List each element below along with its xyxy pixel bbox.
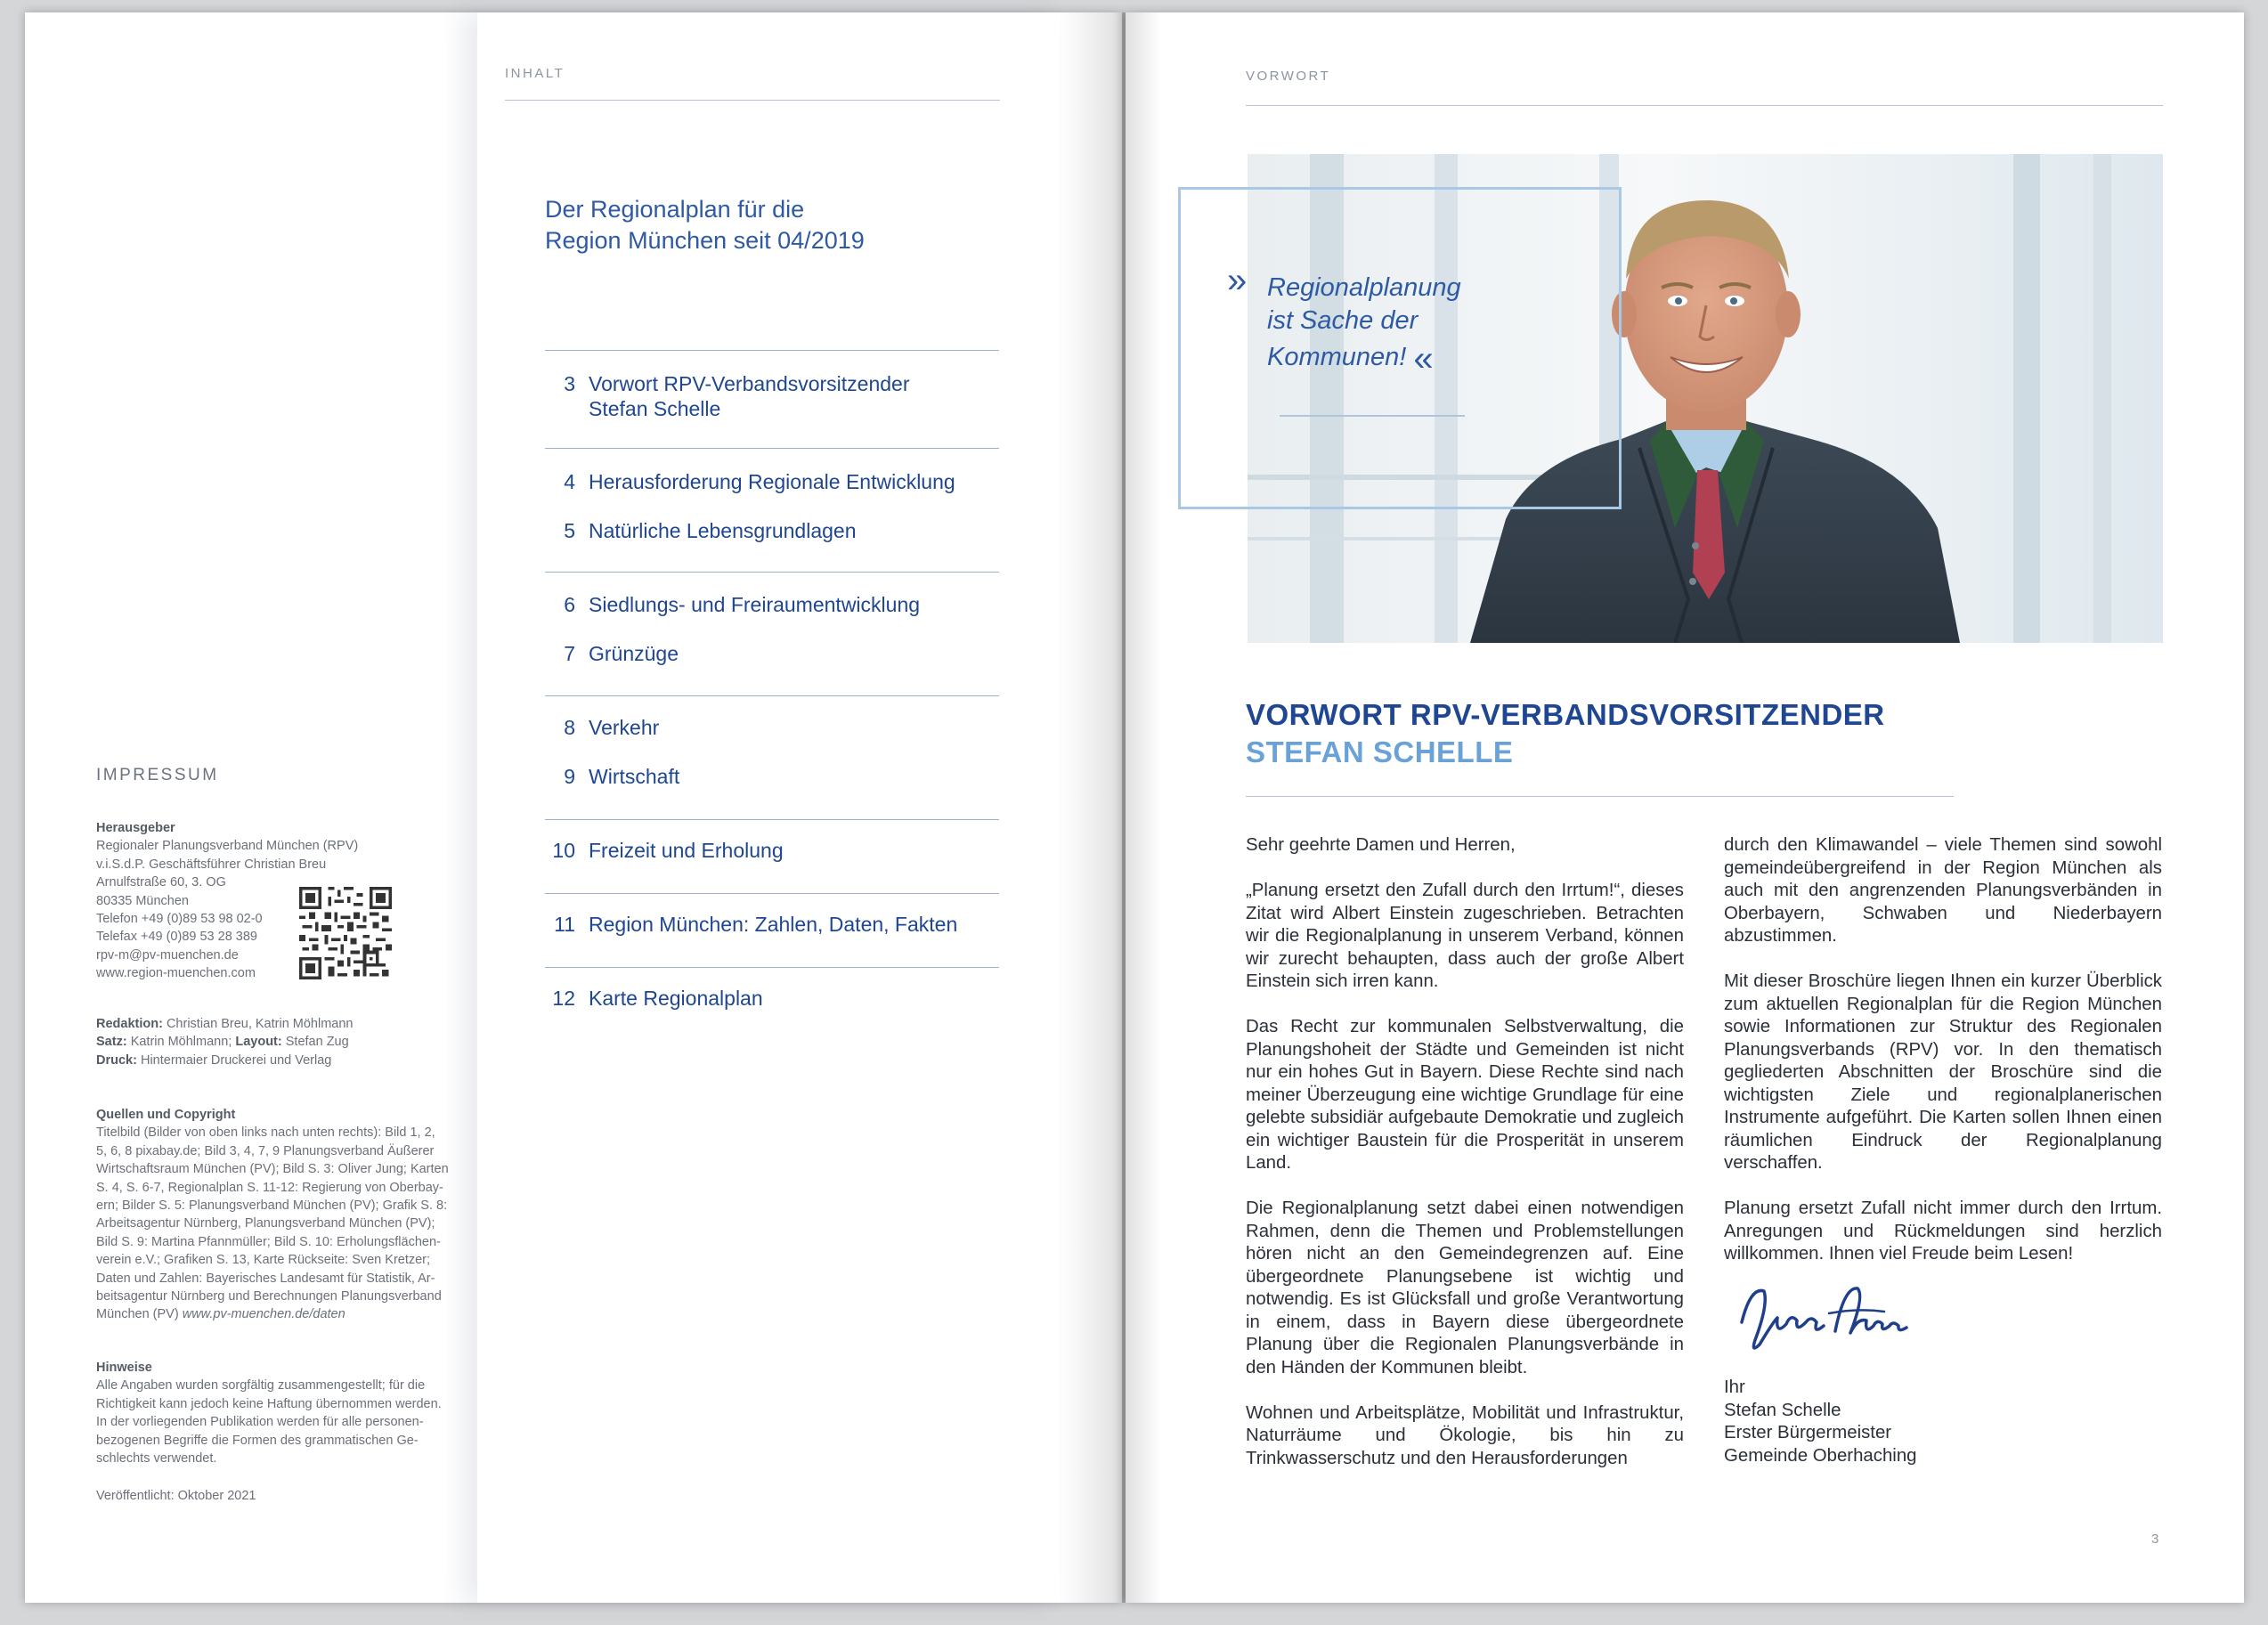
gutter-shadow (1126, 12, 1161, 1603)
quote-rule (1280, 415, 1465, 417)
toc-divider (545, 350, 999, 351)
toc-entry-title: Siedlungs- und Freiraumentwicklung (589, 593, 921, 616)
toc-divider (545, 819, 999, 820)
qr-code (299, 887, 392, 979)
impressum-credits: Redaktion: Christian Breu, Katrin Möhlmann Satz: Katrin Möhlmann; Layout: Stefan Zug Druck: Hintermaier Druckerei und Verlag (96, 1017, 354, 1068)
section-label-inhalt: INHALT (505, 66, 565, 81)
toc-page-number: 4 (564, 470, 575, 493)
quote-open-mark: » (1227, 261, 1248, 300)
toc-entry-title: Verkehr (589, 716, 660, 739)
email-link[interactable]: rpv-m@pv-muenchen.de (96, 947, 239, 963)
toc-page-number: 8 (564, 716, 575, 739)
toc-page-number: 11 (554, 913, 575, 936)
toc-divider (545, 448, 999, 449)
pull-quote: » Regionalplanung ist Sache der Kommunen! « (1227, 261, 1461, 378)
toc-page-number: 6 (564, 593, 575, 616)
toc-page-number: 12 (552, 987, 575, 1010)
toc-entry-title: Herausforderung Regionale Entwicklung (589, 470, 955, 493)
toc-divider (545, 572, 999, 573)
toc-entry-title: Wirtschaft (589, 765, 680, 788)
page-number: 3 (2151, 1532, 2159, 1547)
toc-page-number: 10 (552, 839, 575, 862)
toc-entry-title: Vorwort RPV-Verbandsvorsitzender Stefan Schelle (589, 372, 910, 420)
toc-entry-title: Freizeit und Erholung (589, 839, 784, 862)
toc-entry-title: Natürliche Lebensgrundlagen (589, 519, 857, 542)
toc-divider (545, 967, 999, 968)
quote-close-mark: « (1413, 339, 1434, 378)
impressum-hinweise: Hinweise Alle Angaben wurden sorgfältig zusammengestellt; für die Richtigkeit kann jedoch keine Haftung übernommen werden. In der vorliegenden Publikation werden für alle personen- bezogenen Begriffe die Formen des grammatischen Ge- schlechts verwendet. (96, 1361, 442, 1467)
toc-entry-title: Grünzüge (589, 642, 679, 665)
impressum-quellen: Quellen und Copyright Titelbild (Bilder von oben links nach unten rechts): Bild 1, 2, 5, 6, 8 pixabay.de; Bild 3, 4, 7, 9 Planungsverband Äußerer Wirtschaftsraum München (PV); Bild S. 3: Oliver Jung; Karten S. 4, S. 6-7, Regionalplan S. 11-12: Regierung von Oberbay- ern; Bilder S. 5: Planungsverband München (PV); Grafik S. 8: Arbeitsagentur Nürnberg, Planungsverband München (PV); Bild S. 9: Martina Pfannmüller; Bild S. 10: Erholungsflächen- verein e.V.; Grafiken S. 13, Karte Rückseite: Sven Kretzer; Daten und Zahlen: Bayerisches Landesamt für Statistik, Ar- beitsagentur Nürnberg und Berechnungen Planungsverband München (PV) www.pv-muenchen.de/daten (96, 1108, 449, 1322)
toc-page-number: 3 (564, 372, 575, 395)
section-label-vorwort: VORWORT (1246, 69, 1331, 84)
publication-date: Veröffentlicht: Oktober 2021 (96, 1489, 256, 1503)
toc-page-number: 9 (564, 765, 575, 788)
toc-divider (545, 695, 999, 696)
toc-divider (545, 893, 999, 894)
impressum-heading: IMPRESSUM (96, 766, 219, 784)
foreword-title: VORWORT RPV-VERBANDSVORSITZENDER (1246, 698, 1885, 731)
gutter-shadow (1060, 12, 1126, 1603)
toc-heading: Der Regionalplan für die Region München seit 04/2019 (545, 196, 865, 254)
toc-entry-title: Region München: Zahlen, Daten, Fakten (589, 913, 958, 936)
title-rule (1246, 796, 1954, 797)
foreword-subtitle: STEFAN SCHELLE (1246, 735, 1514, 768)
header-rule (505, 100, 1000, 101)
toc-page-number: 5 (564, 519, 575, 542)
impressum-herausgeber: Herausgeber Regionaler Planungsverband München (RPV) v.i.S.d.P. Geschäftsführer Christian Breu Arnulfstraße 60, 3. OG 80335 München Telefon +49 (0)89 53 98 02-0 Telefax +49 (0)89 53 28 389 rpv-m@pv-muenchen.de www.region-muenchen.com (96, 819, 506, 983)
author-name: Stefan Schelle (1724, 1400, 1841, 1420)
body-column-1: Sehr geehrte Damen und Herren, „Planung ersetzt den Zufall durch den Irrtum!“, dieses Zitat wird Albert Einstein zugeschrieben. Betrachten wir die Regionalplanung in unserem Verband, können wir zurecht behaupten, dass auch der große Albert Einstein sich irren kann. Das Recht zur kommunalen Selbstverwaltung, die Planungshoheit der Städte und Gemeinden ist nicht nur ein hohes Gut in Bayern. Diese Rechte sind nach meiner Überzeugung eine wichtige Grundlage für eine gelebte subsidiär aufgebaute Demokratie und zugleich ein wichtiger Baustein für die Prosperität in unserem Land. Die Regionalplanung setzt dabei einen notwendigen Rahmen, denn die Themen und Problemstellungen hören nicht an den Gemeindegrenzen auf. Eine übergeordnete Planungsebene ist wichtig und notwendig. Es ist Glücksfall und große Verantwortung in einem, dass in Bayern diese übergeordnete Planung über die Regionalen Planungsverbände in den Händen der Kommunen bleibt. Wohnen und Arbeitsplätze, Mobilität und Infrastruktur, Naturräume und Ökologie, bis hin zu Trinkwasserschutz und den Herausforderungen (1246, 835, 1684, 1468)
website-link[interactable]: www.region-muenchen.com (96, 966, 256, 981)
closing-block: Ihr Stefan Schelle Erster Bürgermeister Gemeinde Oberhaching (1724, 1377, 2162, 1467)
toc-entry-title: Karte Regionalplan (589, 987, 763, 1010)
signature (1724, 1269, 1920, 1367)
header-rule (1246, 105, 2163, 106)
body-column-2: durch den Klimawandel – viele Themen sind sowohl gemeindeübergreifend in der Region München als auch mit den angrenzenden Planungsverbänden in Oberbayern, Schwaben und Niederbayern abzustimmen. Mit dieser Broschüre liegen Ihnen ein kurzer Überblick zum aktuellen Regionalplan für die Region München sowie Informationen zur Struktur des Regionalen Planungsverbands (RPV) vor. In den thematisch gegliederten Abschnitten der Broschüre sind die wichtigsten Ziele und regionalplanerischen Instrumente aufgeführt. Die Karten sollen Ihnen einen räumlichen Eindruck der Regionalplanung verschaffen. Planung ersetzt Zufall nicht immer durch den Irrtum. Anregungen und Rückmeldungen sind herzlich willkommen. Ihnen viel Freude beim Lesen! (1724, 835, 2162, 1263)
toc-page-number: 7 (564, 642, 575, 665)
data-link[interactable]: www.pv-muenchen.de/daten (182, 1307, 345, 1322)
